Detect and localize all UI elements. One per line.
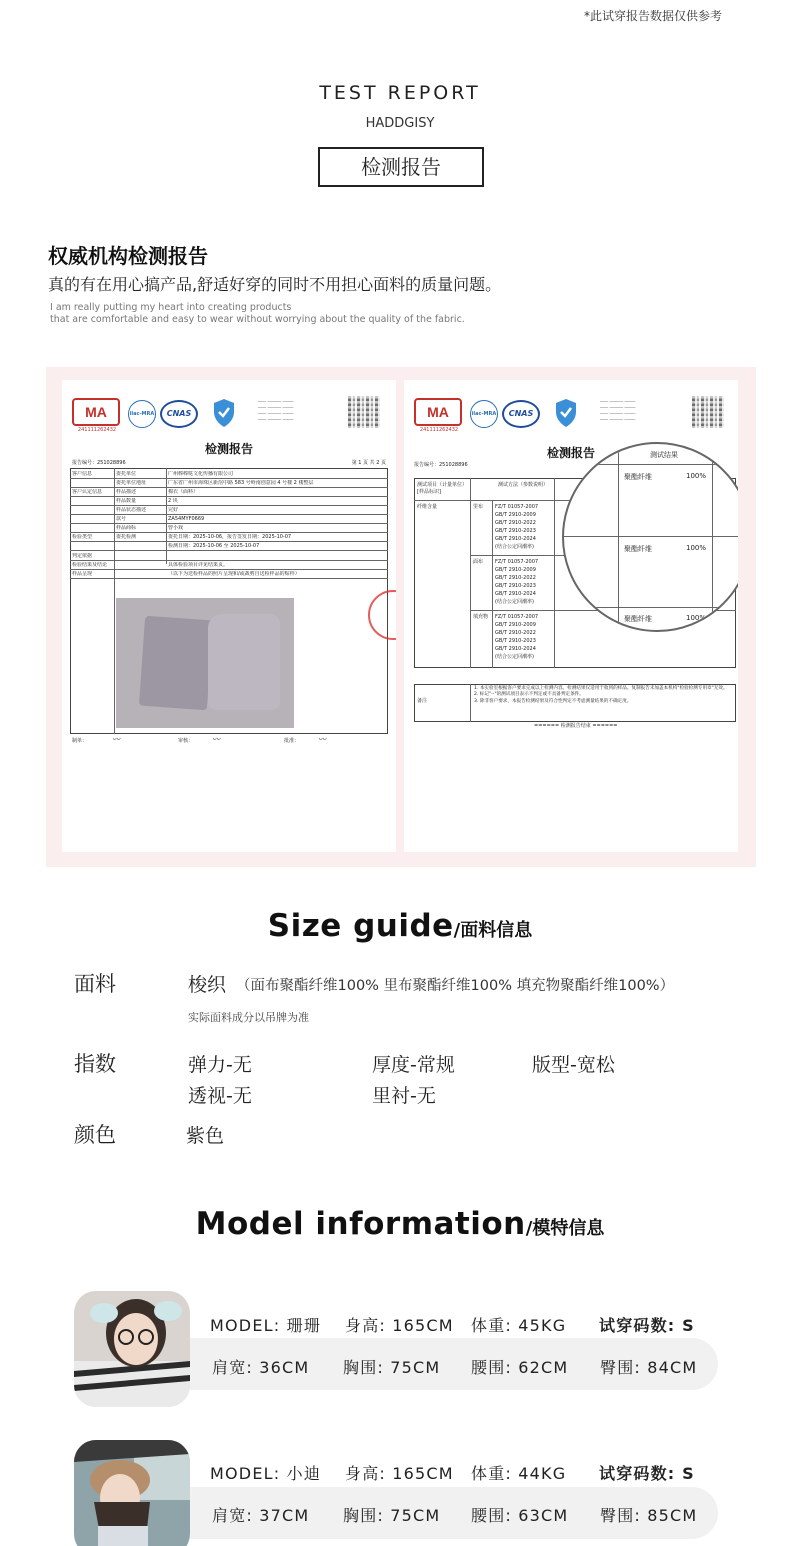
- zoom-line: [712, 444, 713, 632]
- report-2-method: GB/T 2910-2009: [495, 567, 536, 573]
- zoom-fiber-3: 聚酯纤维: [624, 615, 652, 623]
- size-guide-title: [0, 908, 800, 944]
- report-2-method: GB/T 2910-2024: [495, 591, 536, 597]
- size-guide-title-cn: /面料信息: [453, 920, 533, 941]
- fabric-note: 实际面料成分以吊牌为准: [188, 1011, 309, 1024]
- remarks-list: [474, 686, 732, 705]
- zoom-pct-3: 100%: [686, 614, 707, 622]
- zoom-fiber-1: 聚酯纤维: [624, 473, 652, 481]
- table-row-line: [70, 478, 388, 479]
- report-1-cell-value: 委托日期：2025-10-06，报告签发日期：2025-10-07: [168, 534, 292, 540]
- color-label: 颜色: [74, 1123, 116, 1147]
- model-1-waist: 腰围: 62CM: [471, 1358, 569, 1377]
- model-1-avatar: [74, 1291, 190, 1407]
- report-2-method: FZ/T 01057-2007: [495, 559, 539, 565]
- ilac-mra-logo: ilac-MRA: [128, 400, 156, 428]
- table-row-line: [70, 578, 388, 579]
- report-page-2: [404, 380, 738, 852]
- report-1-cell-value: 曾小戏: [168, 525, 184, 531]
- report-2-method: GB/T 2910-2024: [495, 536, 536, 542]
- sample-fabric-left: [139, 616, 213, 711]
- fiber-content-label: 纤维含量: [417, 504, 438, 510]
- model-1-shoulder: 肩宽: 36CM: [212, 1358, 310, 1377]
- lab-contact-info: ─── ───── ──── ─── ───── ──── ─── ───── ──── ─── ───── ────: [600, 400, 636, 423]
- table-row-line: [70, 560, 388, 561]
- head-item: 测试项目（计量单位）[样品标识]: [417, 482, 468, 495]
- model-1-size: 试穿码数: S: [599, 1316, 695, 1335]
- model-2-avatar: [74, 1440, 190, 1546]
- cma-logo: MA: [72, 398, 120, 426]
- sign-review-label: 审核：: [178, 738, 194, 744]
- table-row-line: [70, 550, 388, 551]
- table-row-line: [70, 496, 388, 497]
- qr-code-icon: [348, 396, 380, 428]
- report-2-method: GB/T 2910-2009: [495, 622, 536, 628]
- remarks-label: 备注: [417, 698, 428, 704]
- report-2-method: GB/T 2910-2023: [495, 638, 536, 644]
- model-2-weight: 体重: 44KG: [471, 1464, 567, 1483]
- report-2-method: GB/T 2910-2024: [495, 646, 536, 652]
- authority-subtitle: 真的有在用心搞产品,舒适好穿的同时不用担心面料的质量问题。: [48, 275, 502, 294]
- report-1-title: 检测报告: [204, 442, 253, 456]
- report-1-cell-key: 委托检测: [116, 534, 137, 540]
- remark-1: 1. 本实验室根据客户要求完成以上检测内容。检测结果仅适用于收到的样品。复制报告未加盖本机构"检验检测专用章"无效。: [474, 686, 728, 691]
- table-row-line: [70, 514, 388, 515]
- report-1-cell-section: 样品呈现: [72, 571, 93, 577]
- model-1-height: 身高: 165CM: [345, 1316, 454, 1335]
- report-2-method: FZ/T 01057-2007: [495, 614, 539, 620]
- remark-2: 2. 标记"--"的测试项目表示不判定或不具备判定条件。: [474, 692, 584, 698]
- test-report-title: TEST REPORT: [319, 82, 481, 104]
- report-end-mark: ====== 检测报告结束 ======: [534, 723, 618, 729]
- model-info-title-cn: /模特信息: [525, 1218, 605, 1239]
- index-fit: 版型-宽松: [532, 1054, 615, 1076]
- authority-english-line2: that are comfortable and easy to wear without worrying about the quality of the fabric.: [50, 314, 465, 325]
- report-2-method: GB/T 2910-2023: [495, 528, 536, 534]
- color-value: 紫色: [186, 1125, 225, 1147]
- report-2-part-name: 里布: [473, 504, 484, 510]
- model-1-hip: 臀围: 84CM: [600, 1358, 698, 1377]
- model-2-shoulder: 肩宽: 37CM: [212, 1506, 310, 1525]
- table-row-line: [70, 541, 388, 542]
- brand-name: HADDGISY: [365, 116, 435, 131]
- report-1-cell-key: 样品描述: [116, 489, 137, 495]
- qr-code-icon: [692, 396, 724, 428]
- report-1-cell-key: 样品状态描述: [116, 507, 147, 513]
- model-2-waist: 腰围: 63CM: [471, 1506, 569, 1525]
- sign-approve-label: 批准：: [284, 738, 300, 744]
- report-2-method: (结合公定回潮率): [495, 654, 534, 660]
- index-lining: 里衬-无: [372, 1085, 436, 1107]
- report-page-1: [62, 380, 396, 852]
- report-1-cell-key: 款号: [116, 516, 127, 522]
- report-1-cell-value: 广东省广州市海珠区新滘中路 583 号岭南创意园 4 号楼 2 楼整层: [168, 480, 314, 486]
- authority-english: [50, 302, 465, 326]
- report-1-cell-value: 广州棒棒哒文化传播有限公司: [168, 471, 234, 477]
- report-1-cell-value: 完好: [168, 507, 179, 513]
- report-1-cell-key: 委托单位地址: [116, 480, 147, 486]
- table-divider: [114, 468, 115, 734]
- report-1-number: 报告编号：251028896: [72, 460, 126, 466]
- report-2-method: GB/T 2910-2022: [495, 520, 536, 526]
- table-divider: [554, 478, 555, 668]
- lab-contact-info: ─── ───── ──── ─── ───── ──── ─── ───── ──── ─── ───── ────: [258, 400, 294, 423]
- model-1-weight: 体重: 45KG: [471, 1316, 567, 1335]
- report-1-cell-value: 2 块: [168, 498, 178, 504]
- report-2-method: (结合公定回潮率): [495, 544, 534, 550]
- table-row-line: [70, 532, 388, 533]
- sample-photo: [116, 598, 294, 728]
- report-2-method: GB/T 2910-2022: [495, 575, 536, 581]
- signature-review: 〰: [212, 735, 220, 744]
- model-info-title: [0, 1206, 800, 1242]
- report-title-box: 检测报告: [318, 147, 484, 187]
- authority-title: 权威机构检测报告: [48, 244, 208, 268]
- model-2-hip: 臀围: 85CM: [600, 1506, 698, 1525]
- model-2-height: 身高: 165CM: [345, 1464, 454, 1483]
- cnas-logo: CNAS: [160, 400, 198, 428]
- index-elasticity: 弹力-无: [188, 1054, 252, 1076]
- table-row-line: [70, 569, 388, 570]
- table-row-line: [70, 487, 388, 488]
- report-2-method: GB/T 2910-2022: [495, 630, 536, 636]
- magnifier-zoom: [562, 442, 738, 632]
- report-1-cell-section: 客户认定信息: [72, 489, 103, 495]
- report-2-method: GB/T 2910-2009: [495, 512, 536, 518]
- report-1-cell-section: 检验类型: [72, 534, 93, 540]
- report-2-method: (结合公定回潮率): [495, 599, 534, 605]
- report-1-page: 第 1 页 共 2 页: [351, 460, 386, 466]
- authority-english-line1: I am really putting my heart into creating products: [50, 302, 292, 313]
- report-1-cell-value: 具体检验项目详见结果页。: [168, 562, 229, 568]
- remark-3: 3. 除非客户要求，本报告检测结果及符合性判定不考虑测量结果的不确定度。: [474, 698, 632, 704]
- index-sheerness: 透视-无: [188, 1085, 252, 1107]
- cma-logo: MA: [414, 398, 462, 426]
- report-2-method: FZ/T 01057-2007: [495, 504, 539, 510]
- index-label: 指数: [74, 1052, 116, 1076]
- fabric-label: 面料: [74, 972, 116, 996]
- report-2-number: 报告编号：251028896: [414, 462, 468, 468]
- model-1-photo: [74, 1291, 190, 1407]
- disclaimer-note: *此试穿报告数据仅供参考: [583, 9, 722, 23]
- model-info-title-en: Model information: [195, 1206, 526, 1242]
- ecommerce-shield-icon: [212, 398, 236, 428]
- report-1-cell-section: 判定依据: [72, 553, 93, 559]
- zoom-line: [618, 444, 619, 632]
- cnas-logo: CNAS: [502, 400, 540, 428]
- zoom-pct-1: 100%: [686, 472, 707, 480]
- report-2-title: 检测报告: [546, 446, 595, 460]
- report-2-part-name: 填充物: [473, 614, 489, 620]
- report-1-cell-value: 棉衣（面料）: [168, 489, 199, 495]
- report-2-method: GB/T 2910-2023: [495, 583, 536, 589]
- report-1-cell-key: 样品商标: [116, 525, 137, 531]
- head-method: 测试方法（参数说明）: [497, 482, 548, 488]
- report-1-cell-key: 样品数量: [116, 498, 137, 504]
- table-divider: [470, 684, 471, 722]
- table-divider: [470, 478, 471, 668]
- model-2-photo: [74, 1440, 190, 1546]
- zoom-fiber-2: 聚酯纤维: [624, 545, 652, 553]
- report-1-cell-value: ZA54MYF0669: [168, 516, 205, 522]
- sample-fabric-right: [208, 614, 280, 710]
- cma-number: 241111262432: [77, 427, 117, 433]
- table-row-line: [70, 523, 388, 524]
- index-thickness: 厚度-常规: [372, 1054, 455, 1076]
- report-1-cell-value: （以下为送检样品的照片呈现和/或裁剪自送检样品的贴样）: [168, 571, 300, 577]
- size-guide-title-en: Size guide: [267, 908, 454, 944]
- report-2-part-name: 面布: [473, 559, 484, 565]
- cma-number: 241111262432: [419, 427, 459, 433]
- model-1-name: MODEL: 珊珊: [210, 1316, 322, 1335]
- table-divider: [492, 500, 493, 668]
- model-2-chest: 胸围: 75CM: [343, 1506, 441, 1525]
- sign-make-label: 制单：: [72, 738, 88, 744]
- report-1-cell-section: 检验结果及结论: [72, 562, 108, 568]
- model-1-chest: 胸围: 75CM: [343, 1358, 441, 1377]
- ilac-mra-logo: ilac-MRA: [470, 400, 498, 428]
- signature-approve: 〰: [318, 735, 326, 744]
- zoom-pct-2: 100%: [686, 544, 707, 552]
- report-1-cell-value: 检测日期：2025-10-06 至 2025-10-07: [168, 543, 260, 549]
- model-2-name: MODEL: 小迪: [210, 1464, 322, 1483]
- zoom-result-header: 测试结果: [650, 451, 678, 459]
- fabric-value: 梭织: [188, 974, 227, 996]
- table-row-line: [70, 505, 388, 506]
- model-2-size: 试穿码数: S: [599, 1464, 695, 1483]
- fabric-detail: （面布聚酯纤维100% 里布聚酯纤维100% 填充物聚酯纤维100%）: [236, 978, 675, 994]
- signature-make: 〰: [112, 735, 120, 744]
- ecommerce-shield-icon: [554, 398, 578, 428]
- report-1-cell-key: 委托单位: [116, 471, 137, 477]
- report-1-cell-section: 客户信息: [72, 471, 93, 477]
